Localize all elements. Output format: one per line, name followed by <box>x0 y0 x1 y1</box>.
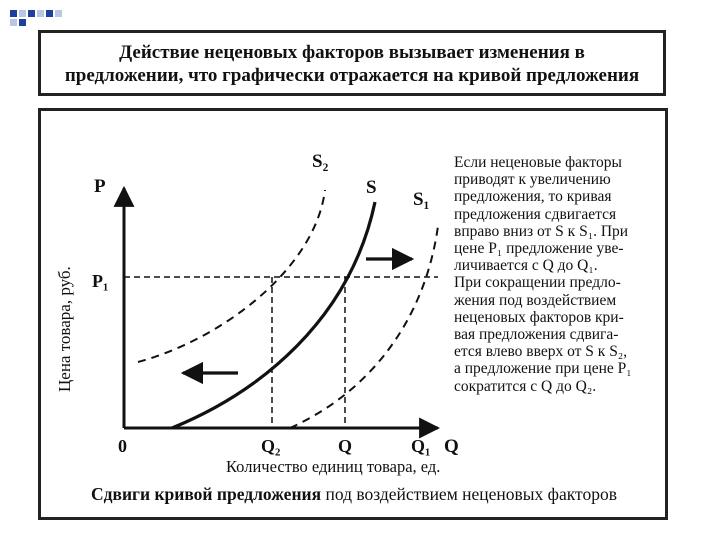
explanation-line: жения под воздействием <box>454 291 617 309</box>
x-tick-q1: Q₁ <box>411 436 431 456</box>
explanation-line: цене P₁ предложение уве- <box>454 240 624 258</box>
explanation-line: приводят к увеличению <box>454 171 611 189</box>
explanation-line: Если неценовые факторы <box>454 154 622 171</box>
explanation-line: а предложение при цене P₁ <box>454 360 632 378</box>
x-tick-q2: Q₂ <box>261 436 281 456</box>
supply-curve-s <box>172 202 375 428</box>
curve-label-s: S <box>366 177 377 198</box>
figure-caption <box>40 484 668 505</box>
explanation-line: вправо вниз от S к S₁. При <box>454 222 629 240</box>
explanation-line: предложения сдвигается <box>454 205 617 223</box>
caption-bold: Сдвиги кривой предложения <box>91 484 322 504</box>
explanation-text <box>454 154 668 395</box>
price-level-label: P₁ <box>92 271 109 291</box>
explanation-line: вая предложения сдвига- <box>454 326 619 344</box>
explanation-line: При сокращении предло- <box>454 274 621 292</box>
x-axis-letter: Q <box>444 436 459 457</box>
y-axis-letter: P <box>94 176 106 197</box>
explanation-line: сократится с Q до Q₂. <box>454 377 597 395</box>
curve-label-s1: S₁ <box>413 189 430 210</box>
explanation-line: предложения, то кривая <box>454 188 612 206</box>
explanation-line: ется влево вверх от S к S₂, <box>454 343 628 361</box>
explanation-line: неценовых факторов кри- <box>454 308 624 326</box>
y-axis-title: Цена товара, руб. <box>55 266 74 392</box>
header-line-2: предложении, что графически отражается на кривой предложения <box>64 65 640 86</box>
caption-rest: под воздействием неценовых факторов <box>321 484 617 504</box>
explanation-line: личивается с Q до Q₁. <box>454 257 598 275</box>
curve-label-s2: S₂ <box>312 151 329 172</box>
supply-curve-s2 <box>138 190 325 362</box>
x-axis-title: Количество единиц товара, ед. <box>226 457 441 476</box>
header-line-1: Действие неценовых факторов вызывает изменения в <box>119 42 585 63</box>
x-tick-q: Q <box>338 436 353 456</box>
origin-label: 0 <box>118 436 127 456</box>
